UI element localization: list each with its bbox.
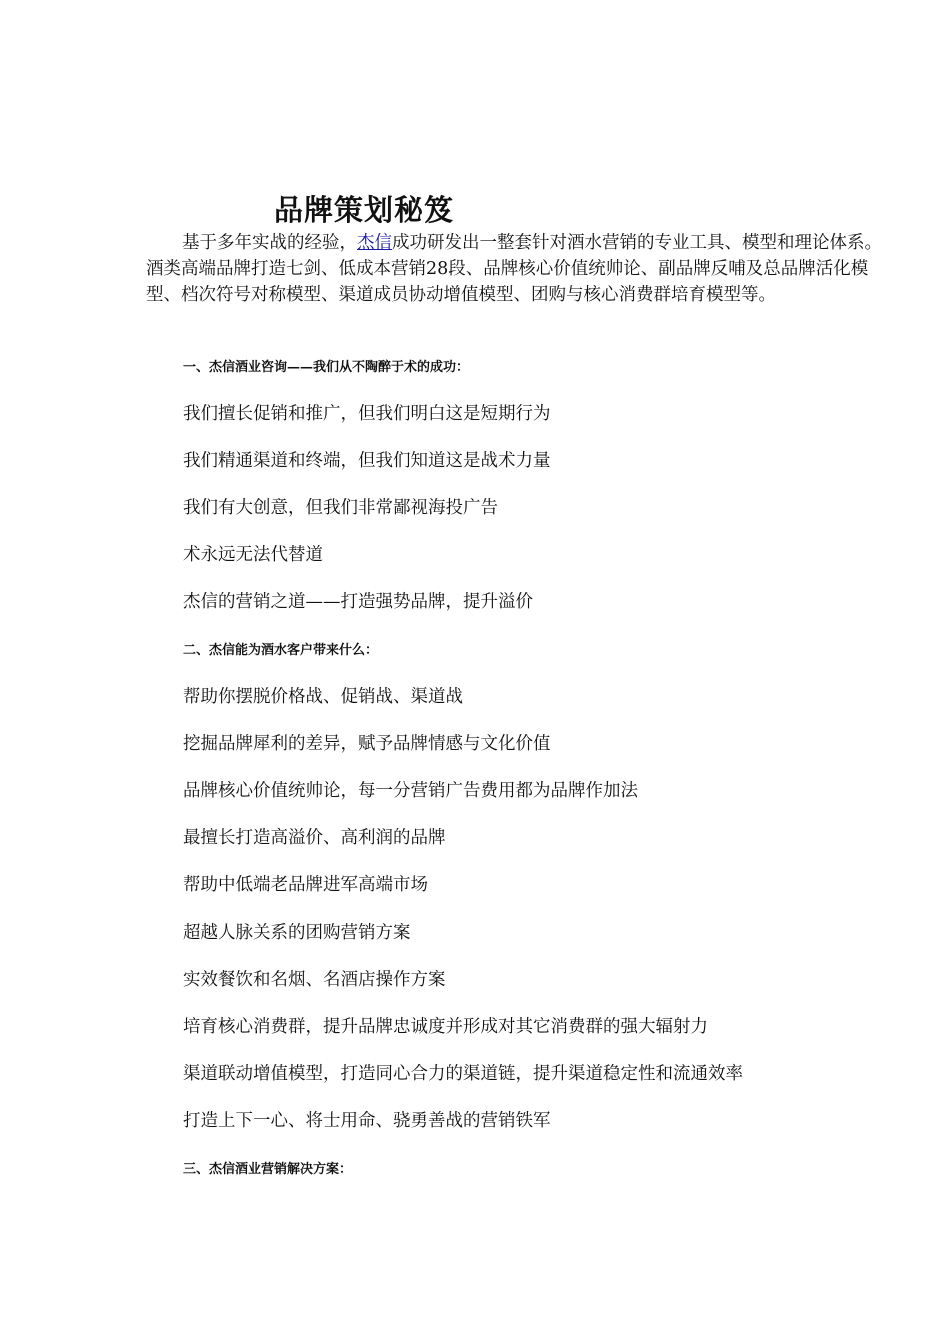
section-heading-1: 一、杰信酒业咨询——我们从不陶醉于术的成功： — [183, 360, 470, 375]
list-item: 超越人脉关系的团购营销方案 — [183, 923, 411, 943]
intro-text-start: 基于多年实战的经验， — [182, 233, 357, 253]
section-heading-3: 三、杰信酒业营销解决方案： — [183, 1162, 353, 1177]
list-item: 挖掘品牌犀利的差异，赋予品牌情感与文化价值 — [183, 734, 551, 754]
list-item: 我们擅长促销和推广，但我们明白这是短期行为 — [183, 404, 551, 424]
jiexin-link[interactable]: 杰信 — [357, 233, 392, 253]
list-item: 实效餐饮和名烟、名酒店操作方案 — [183, 970, 446, 990]
intro-paragraph — [146, 230, 898, 308]
list-item: 打造上下一心、将士用命、骁勇善战的营销铁军 — [183, 1111, 551, 1131]
list-item: 我们有大创意，但我们非常鄙视海投广告 — [183, 498, 498, 518]
document-title: 品牌策划秘笈 — [274, 193, 455, 227]
list-item: 术永远无法代替道 — [183, 545, 323, 565]
list-item: 品牌核心价值统帅论，每一分营销广告费用都为品牌作加法 — [183, 781, 638, 801]
list-item: 帮助你摆脱价格战、促销战、渠道战 — [183, 687, 463, 707]
list-item: 渠道联动增值模型，打造同心合力的渠道链，提升渠道稳定性和流通效率 — [183, 1064, 743, 1084]
list-item: 培育核心消费群，提升品牌忠诚度并形成对其它消费群的强大辐射力 — [183, 1017, 708, 1037]
list-item: 帮助中低端老品牌进军高端市场 — [183, 875, 428, 895]
list-item: 我们精通渠道和终端，但我们知道这是战术力量 — [183, 451, 551, 471]
list-item: 杰信的营销之道——打造强势品牌，提升溢价 — [183, 592, 533, 612]
intro-text-rest: 成功研发出一整套针对酒水营销的专业工具、模型和理论体系。酒类高端品牌打造七剑、低成本营销28段、品牌核心价值统帅论、副品牌反哺及总品牌活化模型、档次符号对称模型、渠道成员协动增值模型、团购与核心消费群培育模型等。 — [146, 233, 882, 305]
list-item: 最擅长打造高溢价、高利润的品牌 — [183, 828, 446, 848]
section-heading-2: 二、杰信能为酒水客户带来什么： — [183, 643, 379, 658]
